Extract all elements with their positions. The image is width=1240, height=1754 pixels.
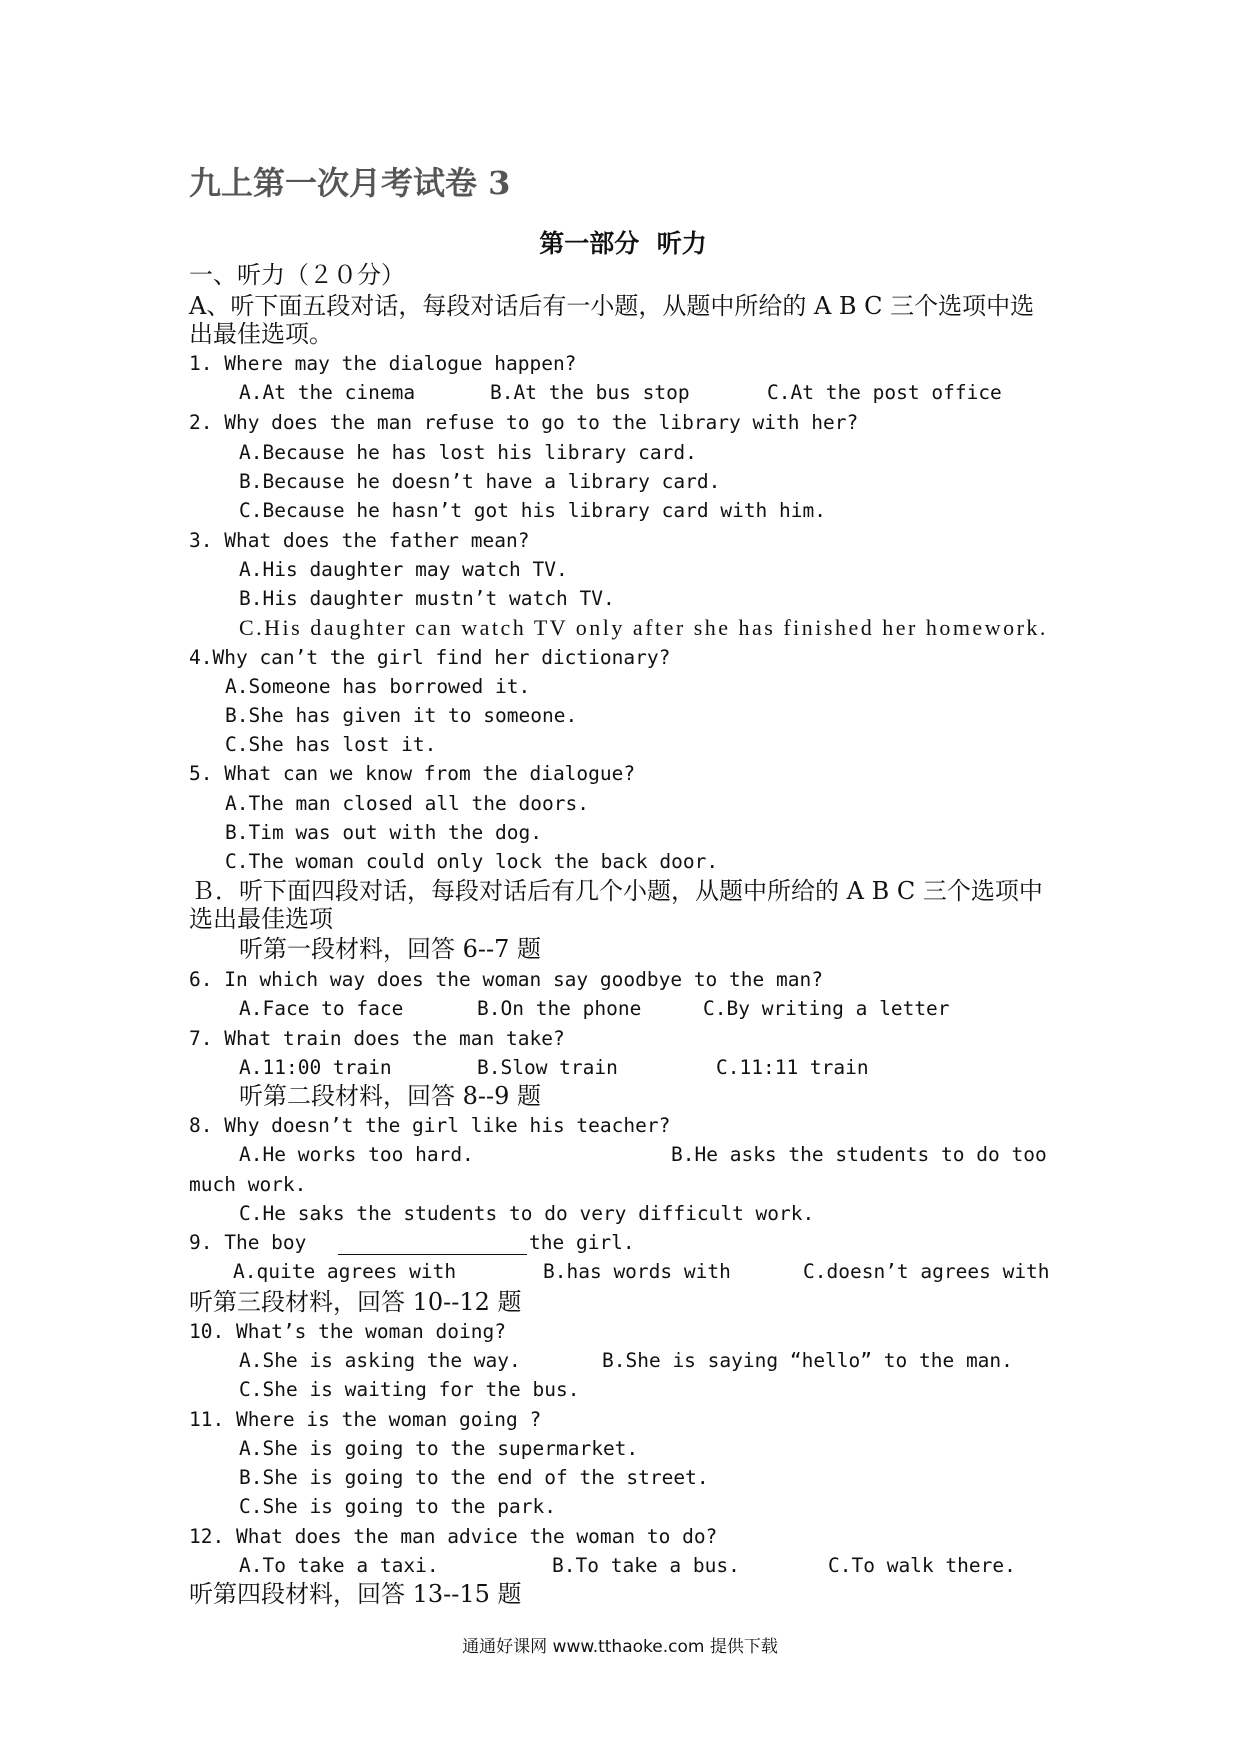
option-a: A.To take a taxi.	[239, 1554, 439, 1577]
option-c: C.The woman could only lock the back door.	[225, 850, 719, 873]
option-b: B.She is saying “hello” to the man.	[602, 1349, 1013, 1372]
option-c: C.Because he hasn’t got his library card with him.	[239, 499, 826, 522]
question-stem: 6. In which way does the woman say goodbye to the man?	[189, 968, 823, 991]
option-c: C.By writing a letter	[703, 997, 950, 1020]
material-heading: 听第一段材料，回答 6--7 题	[239, 935, 542, 963]
option-a: A.11:00 train	[239, 1056, 392, 1079]
material-heading: 听第三段材料，回答 10--12 题	[189, 1288, 522, 1316]
section-a-instruction: 出最佳选项。	[189, 320, 333, 348]
option-b: B.Tim was out with the dog.	[225, 821, 542, 844]
question-stem: 8. Why doesn’t the girl like his teacher?	[189, 1114, 671, 1137]
option-a: A.She is going to the supermarket.	[239, 1437, 639, 1460]
option-c: C.His daughter can watch TV only after she has finished her homework.	[239, 615, 1048, 640]
question-stem: 4.Why can’t the girl find her dictionary?	[189, 646, 671, 669]
option-a: A.His daughter may watch TV.	[239, 558, 568, 581]
option-b: B.To take a bus.	[552, 1554, 740, 1577]
question-stem: 12. What does the man advice the woman to do?	[189, 1525, 718, 1548]
question-stem: 11. Where is the woman going ?	[189, 1408, 542, 1431]
option-b-continuation: much work.	[189, 1173, 307, 1196]
option-a: A.At the cinema	[239, 381, 416, 404]
answer-blank	[338, 1228, 527, 1255]
question-stem: 5. What can we know from the dialogue?	[189, 762, 636, 785]
option-c: C.At the post office	[767, 381, 1002, 404]
option-b: B.has words with	[543, 1260, 731, 1283]
option-b: B.His daughter mustn’t watch TV.	[239, 587, 615, 610]
option-a: A.quite agrees with	[233, 1260, 457, 1283]
option-a: A.Someone has borrowed it.	[225, 675, 531, 698]
question-stem: 7. What train does the man take?	[189, 1027, 565, 1050]
question-stem: 3. What does the father mean?	[189, 529, 530, 552]
option-a: A.The man closed all the doors.	[225, 792, 589, 815]
option-a: A.He works too hard.	[239, 1143, 474, 1166]
option-a: A.Face to face	[239, 997, 404, 1020]
option-c: C.doesn’t agrees with	[803, 1260, 1050, 1283]
option-b: B.She has given it to someone.	[225, 704, 578, 727]
question-stem-end: the girl.	[529, 1231, 635, 1254]
part-heading: 第一部分 听力	[539, 229, 707, 258]
section-b-instruction: Ｂ．听下面四段对话，每段对话后有几个小题，从题中所给的 A B C 三个选项中	[191, 877, 1043, 905]
page-footer: 通通好课网 www.tthaoke.com 提供下载	[462, 1637, 778, 1657]
question-stem: 1. Where may the dialogue happen?	[189, 352, 577, 375]
question-stem: 10. What’s the woman doing?	[189, 1320, 506, 1343]
option-b: B.She is going to the end of the street.	[239, 1466, 709, 1489]
exam-title: 九上第一次月考试卷 3	[189, 164, 511, 202]
option-a: A.She is asking the way.	[239, 1349, 521, 1372]
section-a-instruction: A、听下面五段对话，每段对话后有一小题，从题中所给的 A B C 三个选项中选	[189, 292, 1035, 320]
material-heading: 听第二段材料，回答 8--9 题	[239, 1082, 542, 1110]
option-c: C.She is waiting for the bus.	[239, 1378, 580, 1401]
option-c: C.She has lost it.	[225, 733, 437, 756]
option-c: C.To walk there.	[828, 1554, 1016, 1577]
material-heading: 听第四段材料，回答 13--15 题	[189, 1580, 522, 1608]
option-a: A.Because he has lost his library card.	[239, 441, 697, 464]
section-b-instruction: 选出最佳选项	[189, 905, 333, 933]
option-b: B.He asks the students to do too	[671, 1143, 1047, 1166]
option-b: B.At the bus stop	[490, 381, 690, 404]
option-b: B.On the phone	[477, 997, 642, 1020]
option-c: C.He saks the students to do very difficult work.	[239, 1202, 815, 1225]
question-stem: 2. Why does the man refuse to go to the library with her?	[189, 411, 859, 434]
option-c: C.She is going to the park.	[239, 1495, 556, 1518]
option-b: B.Because he doesn’t have a library card.	[239, 470, 721, 493]
option-b: B.Slow train	[477, 1056, 618, 1079]
option-c: C.11:11 train	[716, 1056, 869, 1079]
question-stem: 9. The boy	[189, 1231, 307, 1254]
section-heading: 一、听力（２０分）	[189, 261, 405, 289]
